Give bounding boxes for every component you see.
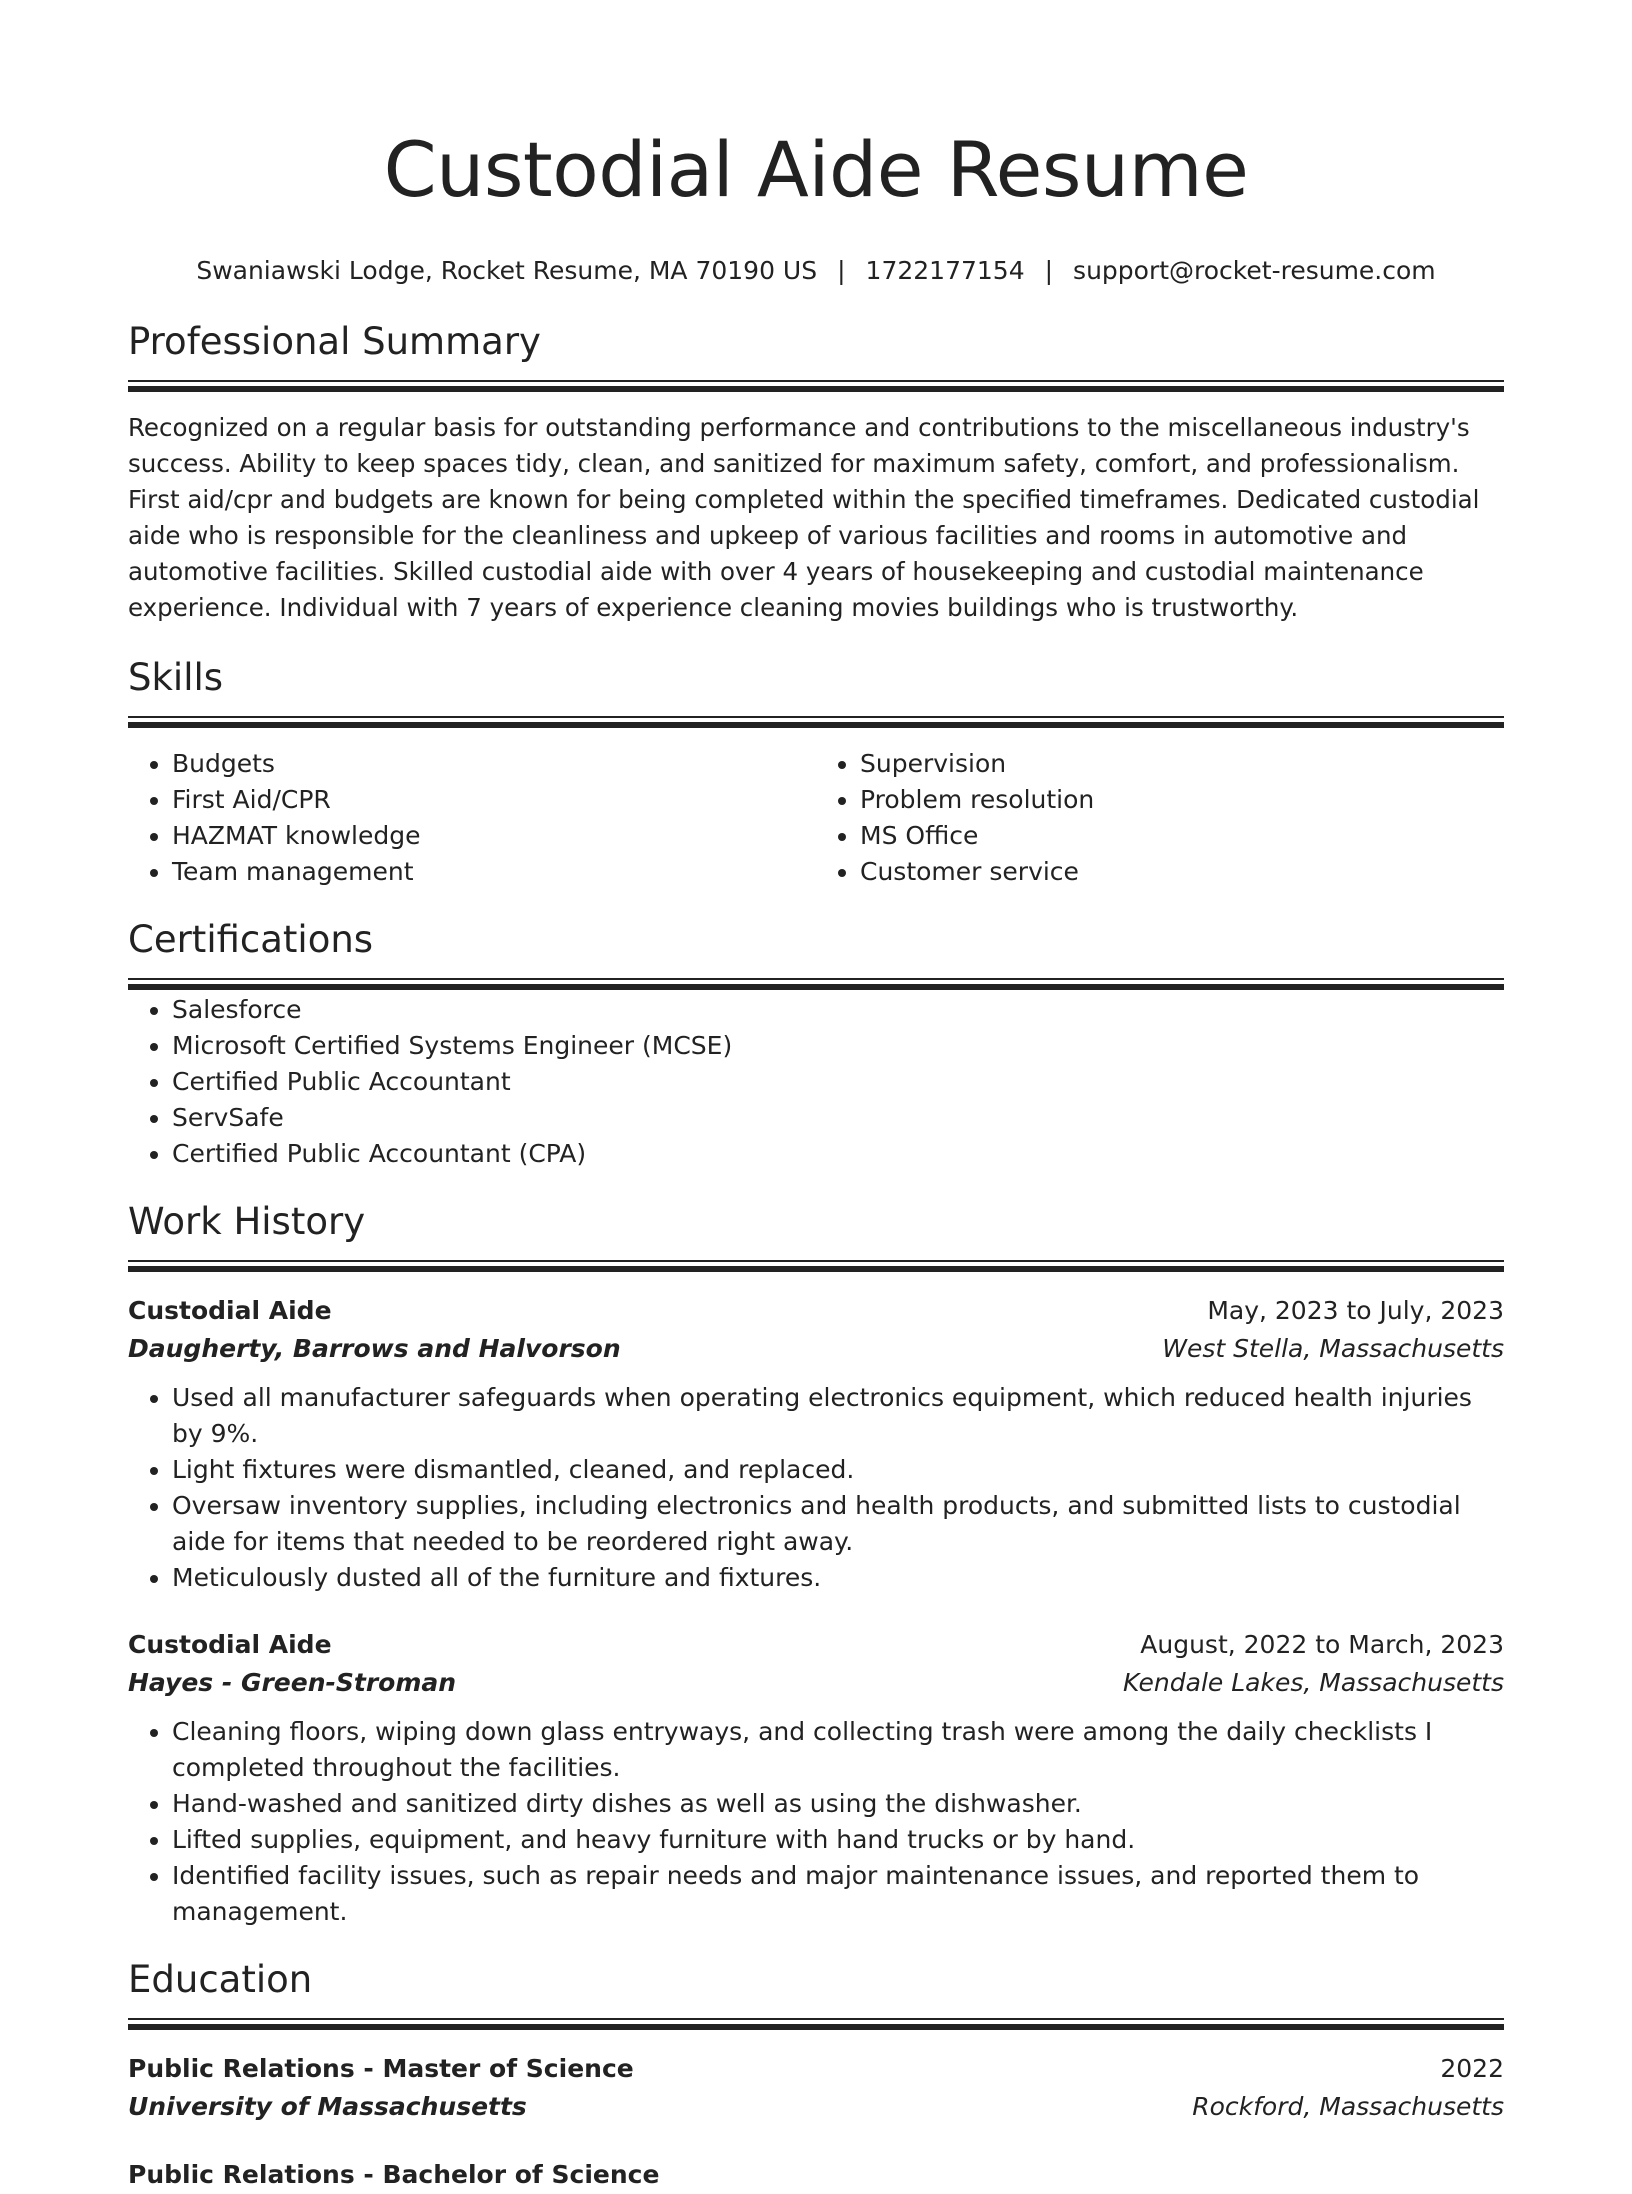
- education-heading: Education: [128, 1958, 313, 2001]
- section-divider: [128, 978, 1504, 992]
- skill-item: • Team management: [172, 854, 816, 890]
- resume-title: Custodial Aide Resume: [383, 125, 1249, 214]
- education-school-row: [128, 2088, 1504, 2126]
- job-bullet: • Light fixtures were dismantled, cleaned, and replaced.: [172, 1452, 1504, 1488]
- skills-grid: [128, 746, 1504, 890]
- job-bullet: • Meticulously dusted all of the furniture and fixtures.: [172, 1560, 1504, 1596]
- skill-item: • Budgets: [172, 746, 816, 782]
- contact-line: [128, 254, 1504, 288]
- job-dates: August, 2022 to March, 2023: [1140, 1630, 1504, 1659]
- certification-item: • Certified Public Accountant: [172, 1064, 1504, 1100]
- skills-list-left: [128, 746, 816, 890]
- certifications-section: [128, 916, 1504, 1172]
- job-location: Kendale Lakes, Massachusetts: [1123, 1668, 1504, 1697]
- job-bullet: • Identified facility issues, such as repair needs and major maintenance issues, and reported them to management.: [172, 1858, 1504, 1930]
- job-bullets: [128, 1380, 1504, 1596]
- job-location: West Stella, Massachusetts: [1162, 1334, 1504, 1363]
- skill-item: • Problem resolution: [860, 782, 1504, 818]
- work-history-heading: Work History: [128, 1200, 366, 1243]
- certifications-list: [128, 992, 1504, 1172]
- job-bullets: [128, 1714, 1504, 1930]
- certification-item: • Microsoft Certified Systems Engineer (MCSE): [172, 1028, 1504, 1064]
- certification-item: • Certified Public Accountant (CPA): [172, 1136, 1504, 1172]
- section-divider: [128, 1260, 1504, 1274]
- work-history-section: [128, 1198, 1504, 1930]
- education-degree: Public Relations - Master of Science: [128, 2054, 634, 2083]
- education-header-row: [128, 2156, 1504, 2194]
- job-company: Hayes - Green-Stroman: [128, 1668, 457, 1697]
- skill-item: • HAZMAT knowledge: [172, 818, 816, 854]
- education-location: Rockford, Massachusetts: [1192, 2092, 1504, 2121]
- job-company: Daugherty, Barrows and Halvorson: [128, 1334, 621, 1363]
- job-entry: [128, 1292, 1504, 1596]
- certification-item: • Salesforce: [172, 992, 1504, 1028]
- job-entry: [128, 1626, 1504, 1930]
- job-dates: May, 2023 to July, 2023: [1207, 1296, 1504, 1325]
- summary-heading: Professional Summary: [128, 320, 541, 363]
- job-bullet: • Used all manufacturer safeguards when operating electronics equipment, which reduced health injuries by 9%.: [172, 1380, 1504, 1452]
- skill-item: • First Aid/CPR: [172, 782, 816, 818]
- skill-item: • Customer service: [860, 854, 1504, 890]
- job-company-row: [128, 1664, 1504, 1702]
- contact-separator: |: [837, 256, 846, 285]
- education-degree: Public Relations - Bachelor of Science: [128, 2160, 660, 2189]
- skill-item: • Supervision: [860, 746, 1504, 782]
- contact-address: Swaniawski Lodge, Rocket Resume, MA 70190 US: [196, 256, 818, 285]
- job-title: Custodial Aide: [128, 1296, 332, 1325]
- job-bullet: • Hand-washed and sanitized dirty dishes as well as using the dishwasher.: [172, 1786, 1504, 1822]
- section-divider: [128, 2018, 1504, 2032]
- contact-phone: 1722177154: [865, 256, 1025, 285]
- job-bullet: • Oversaw inventory supplies, including electronics and health products, and submitted lists to custodial aide for items that needed to be reordered right away.: [172, 1488, 1504, 1560]
- section-divider: [128, 716, 1504, 730]
- contact-separator: |: [1044, 256, 1054, 285]
- job-bullet: • Lifted supplies, equipment, and heavy furniture with hand trucks or by hand.: [172, 1822, 1504, 1858]
- skills-section: [128, 654, 1504, 890]
- job-company-row: [128, 1330, 1504, 1368]
- job-header-row: [128, 1626, 1504, 1664]
- education-school: University of Massachusetts: [128, 2092, 527, 2121]
- education-entry: [128, 2050, 1504, 2126]
- certification-item: • ServSafe: [172, 1100, 1504, 1136]
- certifications-heading: Certifications: [128, 918, 374, 961]
- job-bullet: • Cleaning floors, wiping down glass entryways, and collecting trash were among the daily checklists I completed throughout the facilities.: [172, 1714, 1504, 1786]
- education-section: [128, 1956, 1504, 2194]
- skills-heading: Skills: [128, 656, 224, 699]
- education-header-row: [128, 2050, 1504, 2088]
- education-entry: [128, 2156, 1504, 2194]
- job-title: Custodial Aide: [128, 1630, 332, 1659]
- summary-section: [128, 318, 1504, 626]
- summary-text: Recognized on a regular basis for outstanding performance and contributions to the miscellaneous industry's success. Ability to keep spaces tidy, clean, and sanitized for maximum safety, comfort, and professionalism. First aid/cpr and budgets are known for being completed within the specified timeframes. Dedicated custodial aide who is responsible for the cleanliness and upkeep of various facilities and rooms in automotive and automotive facilities. Skilled custodial aide with over 4 years of housekeeping and custodial maintenance experience. Individual with 7 years of experience cleaning movies buildings who is trustworthy.: [128, 413, 1480, 622]
- job-header-row: [128, 1292, 1504, 1330]
- education-year: 2022: [1440, 2054, 1504, 2083]
- section-divider: [128, 380, 1504, 394]
- skills-list-right: [816, 746, 1504, 890]
- skill-item: • MS Office: [860, 818, 1504, 854]
- contact-email[interactable]: support@rocket-resume.com: [1073, 256, 1436, 285]
